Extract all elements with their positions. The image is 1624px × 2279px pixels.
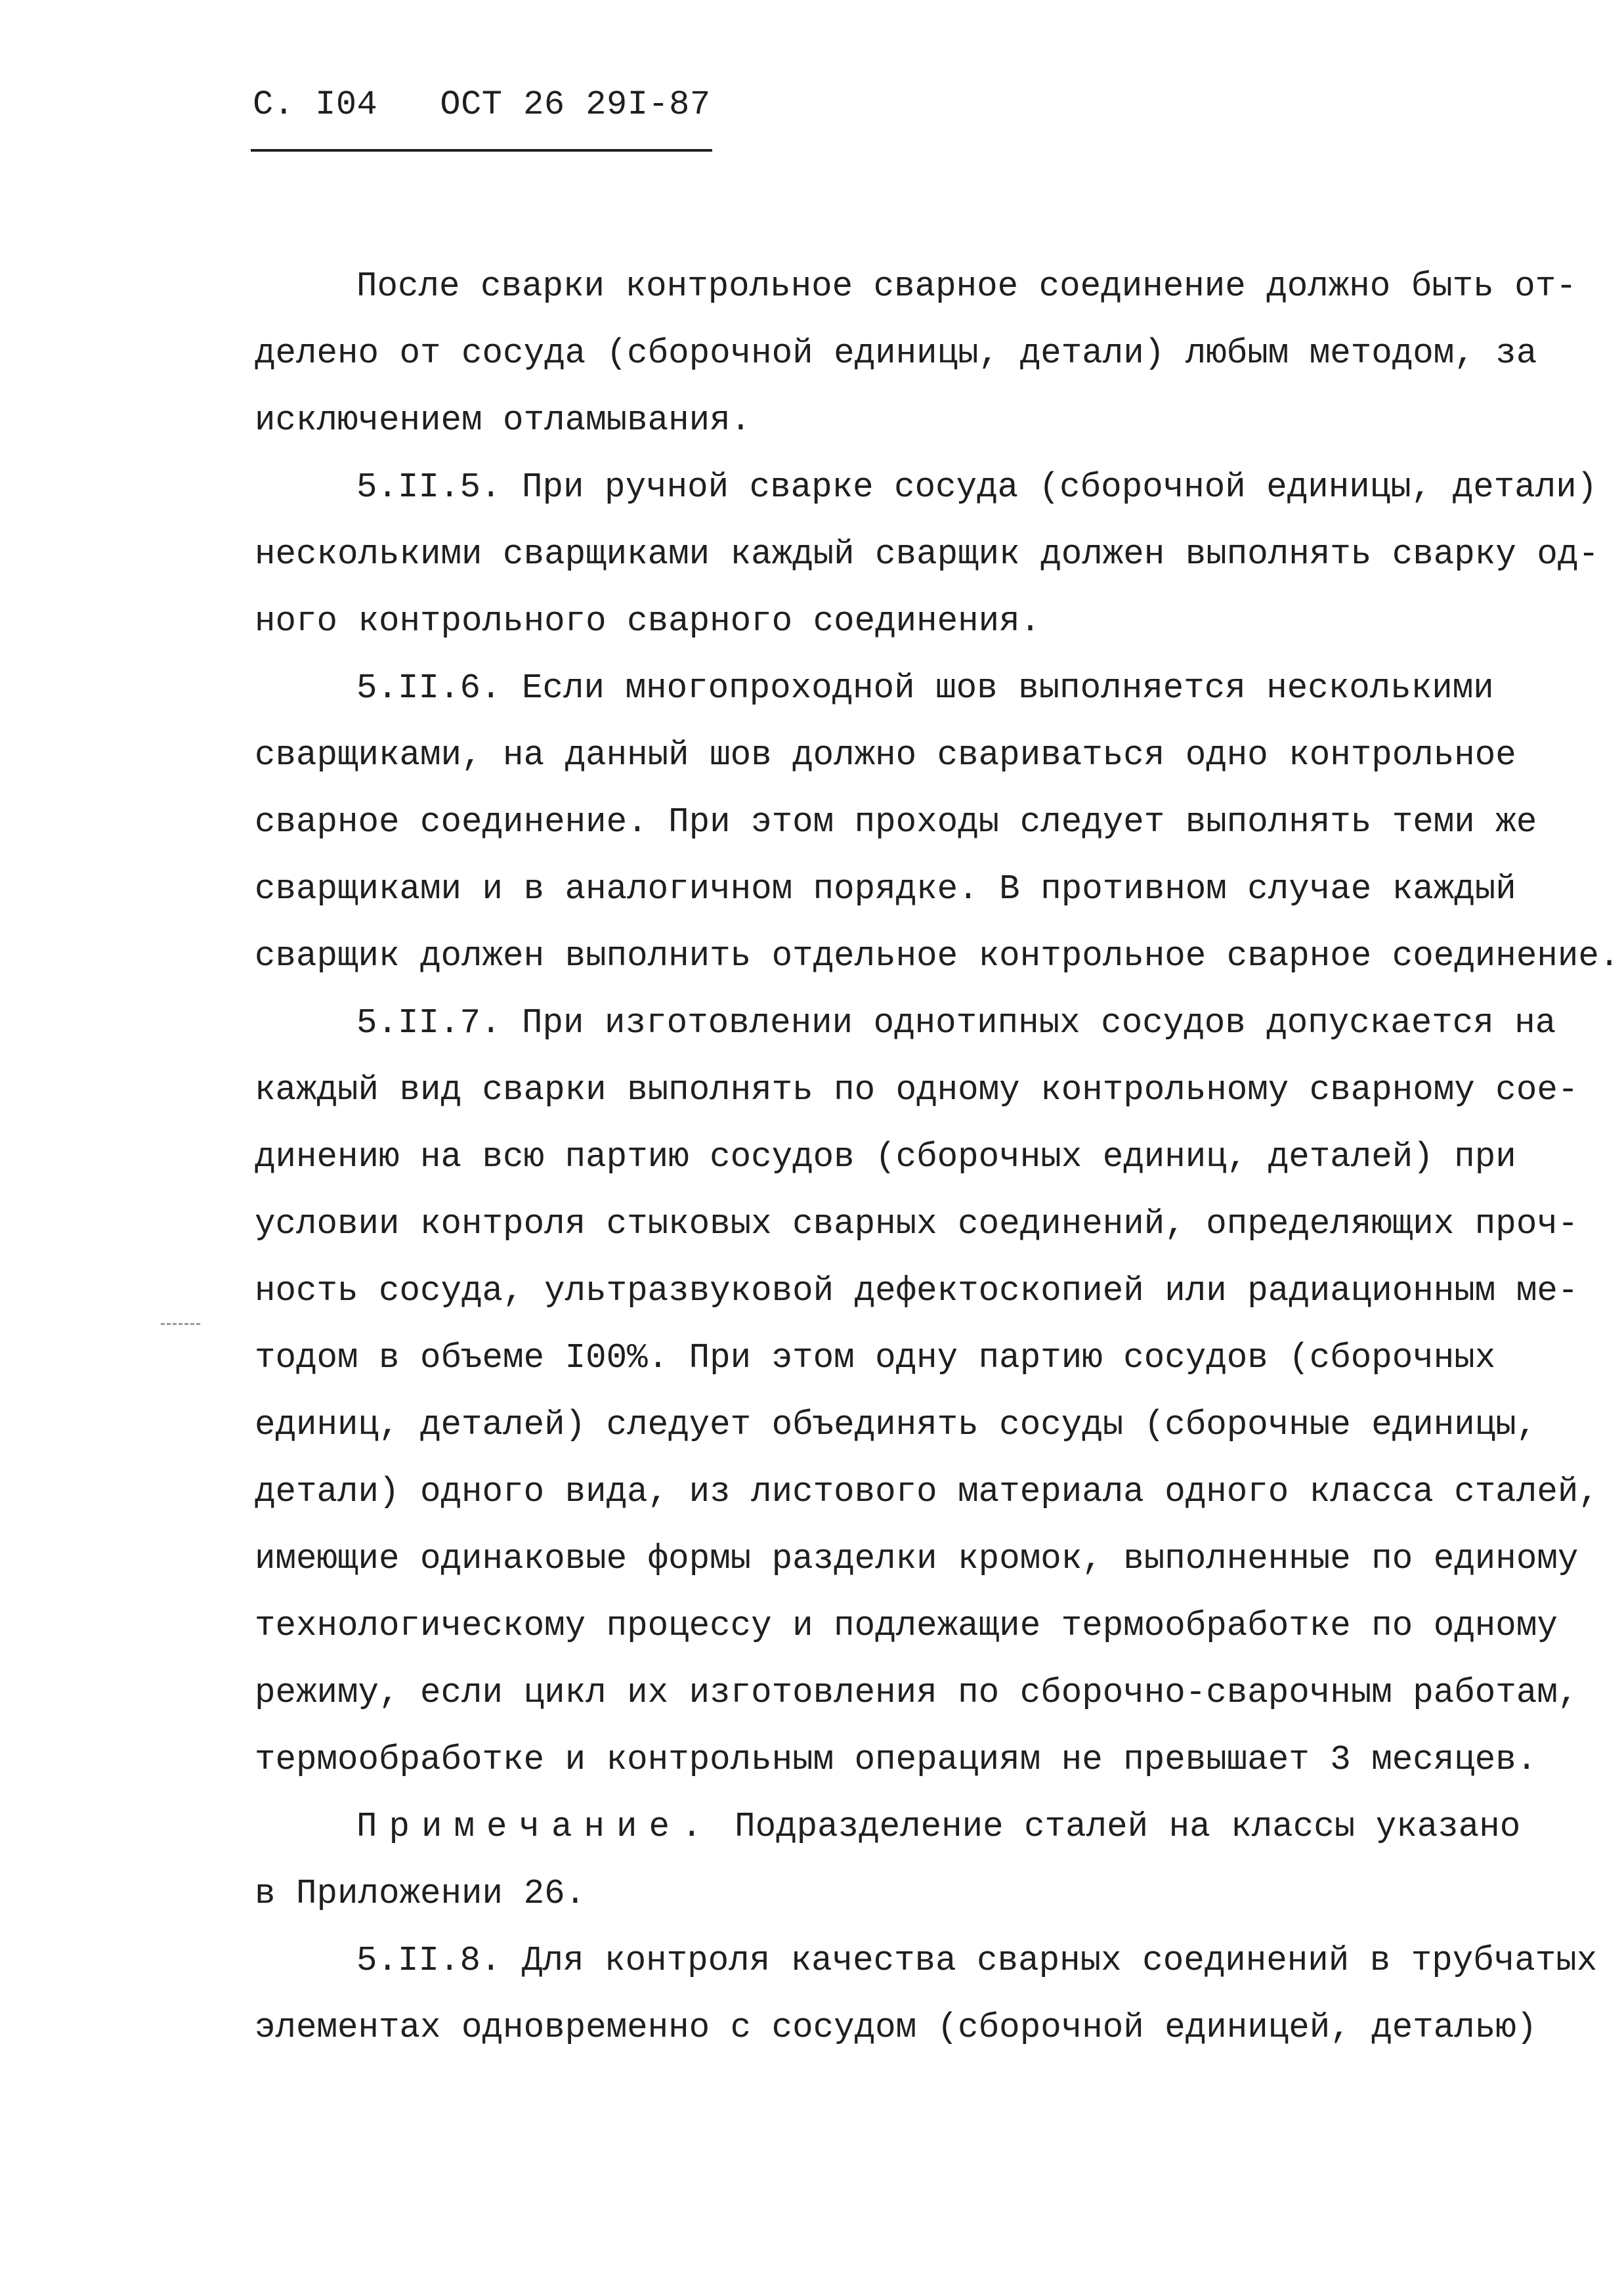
text-line: 5.II.7. При изготовлении однотипных сосудов допускается на [356,1003,1556,1043]
text-line: имеющие одинаковые формы разделки кромок, выполненные по единому [255,1539,1579,1578]
text-line: в Приложении 26. [255,1874,586,1913]
document-body [255,253,1620,2061]
text-line: условии контроля стыковых сварных соединений, определяющих проч- [255,1204,1579,1244]
text-line: детали) одного вида, из листового материала одного класса сталей, [255,1472,1599,1511]
text-line: тодом в объеме I00%. При этом одну партию сосудов (сборочных [255,1338,1496,1378]
page-number: С. I04 [253,85,378,124]
text-line: режиму, если цикл их изготовления по сборочно-сварочным работам, [255,1673,1579,1712]
page-header [253,84,711,126]
text-line: делено от сосуда (сборочной единицы, детали) любым методом, за [255,334,1537,373]
note-line [255,1793,1607,1860]
text-line: 5.II.6. Если многопроходной шов выполняется несколькими [356,668,1494,708]
text-line: динению на всю партию сосудов (сборочных единиц, деталей) при [255,1137,1516,1177]
note-label: Примечание. [356,1807,714,1846]
text-line: несколькими сварщиками каждый сварщик должен выполнять сварку од- [255,534,1599,574]
text-line: исключением отламывания. [255,401,752,440]
text-line: 5.II.8. Для контроля качества сварных соединений в трубчатых [356,1941,1598,1980]
text-line: сварное соединение. При этом проходы следует выполнять теми же [255,802,1537,842]
text-line: сварщиками и в аналогичном порядке. В противном случае каждый [255,869,1516,909]
text-line: ность сосуда, ультразвуковой дефектоскопией или радиационным ме- [255,1271,1579,1311]
note-text: Подразделение сталей на классы указано [735,1807,1521,1846]
standard-designation: ОСТ 26 29I-87 [440,85,711,124]
text-line: сварщик должен выполнить отдельное контрольное сварное соединение. [255,936,1620,976]
text-line: единиц, деталей) следует объединять сосуды (сборочные единицы, [255,1405,1537,1444]
text-line: каждый вид сварки выполнять по одному контрольному сварному сое- [255,1070,1579,1110]
margin-mark [161,1323,200,1328]
text-line: ного контрольного сварного соединения. [255,601,1041,641]
text-line: После сварки контрольное сварное соединение должно быть от- [356,267,1577,306]
text-line: сварщиками, на данный шов должно свариваться одно контрольное [255,735,1516,775]
text-line: технологическому процессу и подлежащие термообработке по одному [255,1606,1558,1645]
text-line: элементах одновременно с сосудом (сборочной единицей, деталью) [255,2008,1537,2047]
header-underline [251,149,712,152]
text-line: термообработке и контрольным операциям не превышает 3 месяцев. [255,1740,1537,1779]
text-line: 5.II.5. При ручной сварке сосуда (сборочной единицы, детали) [356,467,1598,507]
